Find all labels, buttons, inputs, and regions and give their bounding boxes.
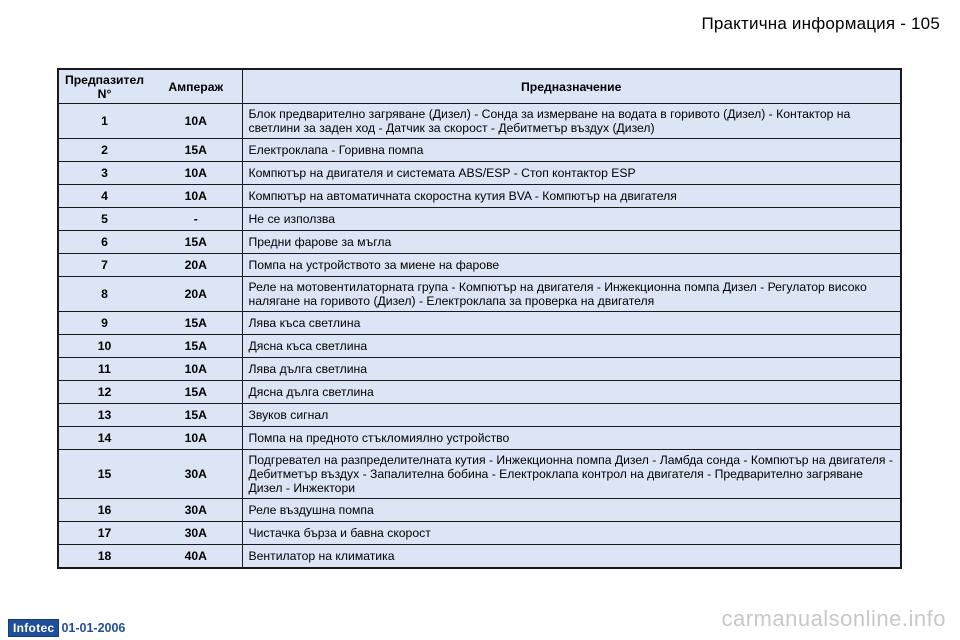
purpose-cell: Реле въздушна помпа <box>242 499 901 522</box>
fuse-number-cell: 10 <box>58 335 150 358</box>
section-title: Практична информация <box>701 14 896 33</box>
amperage-cell: - <box>150 208 242 231</box>
infotec-logo: Infotec <box>8 619 59 637</box>
purpose-cell: Лява къса светлина <box>242 312 901 335</box>
table-row <box>58 522 901 545</box>
table-row <box>58 381 901 404</box>
footer-date: 01-01-2006 <box>61 621 126 635</box>
purpose-cell: Помпа на устройството за миене на фарове <box>242 254 901 277</box>
purpose-cell: Дясна къса светлина <box>242 335 901 358</box>
table-row <box>58 545 901 568</box>
purpose-cell: Компютър на двигателя и системата ABS/ESP - Стоп контактор ESP <box>242 162 901 185</box>
table-row <box>58 231 901 254</box>
purpose-cell: Не се използва <box>242 208 901 231</box>
fuse-number-cell: 7 <box>58 254 150 277</box>
fuse-number-cell: 12 <box>58 381 150 404</box>
fuse-number-cell: 5 <box>58 208 150 231</box>
amperage-cell: 10A <box>150 185 242 208</box>
fuse-number-cell: 2 <box>58 139 150 162</box>
amperage-cell: 15A <box>150 139 242 162</box>
table-row <box>58 427 901 450</box>
fuse-number-cell: 3 <box>58 162 150 185</box>
amperage-cell: 30A <box>150 450 242 499</box>
amperage-cell: 10A <box>150 427 242 450</box>
table-header-row <box>58 69 901 104</box>
header-separator: - <box>900 14 907 33</box>
table-row <box>58 277 901 312</box>
amperage-cell: 20A <box>150 277 242 312</box>
purpose-cell: Вентилатор на климатика <box>242 545 901 568</box>
fuse-number-cell: 11 <box>58 358 150 381</box>
purpose-cell: Дясна дълга светлина <box>242 381 901 404</box>
amperage-cell: 20A <box>150 254 242 277</box>
table-row <box>58 358 901 381</box>
amperage-cell: 30A <box>150 499 242 522</box>
purpose-cell: Помпа на предното стъкломиялно устройство <box>242 427 901 450</box>
purpose-cell: Чистачка бърза и бавна скорост <box>242 522 901 545</box>
purpose-cell: Звуков сигнал <box>242 404 901 427</box>
fuse-number-cell: 1 <box>58 104 150 139</box>
page-number: 105 <box>911 14 940 33</box>
amperage-cell: 30A <box>150 522 242 545</box>
fuse-table-container <box>57 68 902 569</box>
purpose-cell: Електроклапа - Горивна помпа <box>242 139 901 162</box>
purpose-cell: Лява дълга светлина <box>242 358 901 381</box>
fuse-number-cell: 16 <box>58 499 150 522</box>
fuse-number-cell: 8 <box>58 277 150 312</box>
amperage-cell: 10A <box>150 162 242 185</box>
fuse-number-cell: 15 <box>58 450 150 499</box>
fuse-number-cell: 6 <box>58 231 150 254</box>
amperage-cell: 10A <box>150 104 242 139</box>
purpose-cell: Реле на мотовентилаторната група - Компютър на двигателя - Инжекционна помпа Дизел - Регулатор високо налягане на горивото (Дизел) - Електроклапа за проверка на двигателя <box>242 277 901 312</box>
fuse-number-cell: 13 <box>58 404 150 427</box>
watermark: carmanualsonline.info <box>721 606 946 631</box>
table-row <box>58 312 901 335</box>
header-purpose: Предназначение <box>242 69 901 104</box>
header-amperage: Ампераж <box>150 69 242 104</box>
table-row <box>58 185 901 208</box>
fuse-table-body <box>58 104 901 568</box>
purpose-cell: Подгревател на разпределителната кутия - Инжекционна помпа Дизел - Ламбда сонда - Компютър на двигателя - Дебитметър въздух - Запалителна бобина - Електроклапа контрол на двигателя - Предварително загряване Дизел - Инжектори <box>242 450 901 499</box>
purpose-cell: Блок предварително загряване (Дизел) - Сонда за измерване на водата в горивото (Дизел) - Контактор на светлини за заден ход - Датчик за скорост - Дебитметър въздух (Дизел) <box>242 104 901 139</box>
amperage-cell: 15A <box>150 312 242 335</box>
page-header <box>701 14 940 34</box>
purpose-cell: Предни фарове за мъгла <box>242 231 901 254</box>
fuse-number-cell: 4 <box>58 185 150 208</box>
amperage-cell: 10A <box>150 358 242 381</box>
fuse-number-cell: 14 <box>58 427 150 450</box>
table-row <box>58 450 901 499</box>
fuse-number-cell: 17 <box>58 522 150 545</box>
table-row <box>58 139 901 162</box>
footer-logo <box>8 619 125 637</box>
table-row <box>58 208 901 231</box>
table-row <box>58 254 901 277</box>
purpose-cell: Компютър на автоматичната скоростна кутия BVA - Компютър на двигателя <box>242 185 901 208</box>
fuse-number-cell: 18 <box>58 545 150 568</box>
amperage-cell: 40A <box>150 545 242 568</box>
table-row <box>58 335 901 358</box>
amperage-cell: 15A <box>150 404 242 427</box>
amperage-cell: 15A <box>150 231 242 254</box>
fuse-number-cell: 9 <box>58 312 150 335</box>
header-fuse-number: Предпазител N° <box>58 69 150 104</box>
fuse-table <box>57 68 902 569</box>
amperage-cell: 15A <box>150 381 242 404</box>
amperage-cell: 15A <box>150 335 242 358</box>
table-row <box>58 162 901 185</box>
table-row <box>58 404 901 427</box>
table-row <box>58 104 901 139</box>
table-row <box>58 499 901 522</box>
